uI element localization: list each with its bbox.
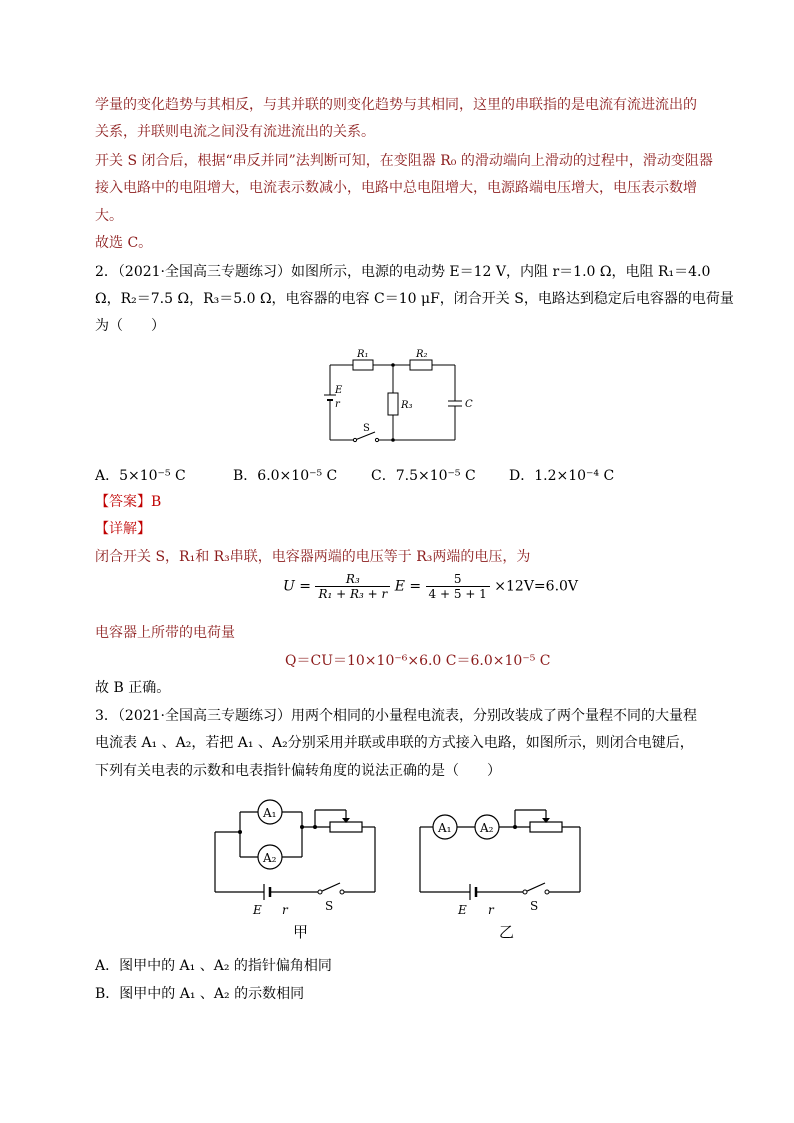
label-a2-right: A₂: [480, 821, 494, 835]
option-c: C．7.5×10⁻⁵ C: [371, 468, 476, 484]
option-a: A．图甲中的 A₁ 、A₂ 的指针偏角相同: [95, 958, 332, 974]
label-c: C: [465, 399, 473, 410]
explanation-line: 故 B 正确。: [95, 680, 171, 696]
fraction-2-den: 4 + 5 + 1: [428, 587, 487, 601]
formula-rhs: ×12V=6.0V: [494, 578, 579, 595]
text-line: 开关 S 闭合后，根据“串反并同”法判断可知，在变阻器 R₀ 的滑动端向上滑动的过程中，滑动变阻器: [95, 153, 713, 169]
text-line: 故选 C。: [95, 235, 153, 251]
label-r: r: [335, 399, 340, 410]
label-a1-right: A₁: [438, 821, 452, 835]
option-b: B．6.0×10⁻⁵ C: [233, 468, 338, 484]
explanation-line: 电容器上所带的电荷量: [95, 625, 235, 641]
label-r3: R₃: [401, 400, 413, 411]
formula-lhs: U =: [283, 578, 311, 595]
label-r1: R₁: [357, 349, 369, 360]
question-2-line: 为（ ）: [95, 318, 165, 334]
resistor-r1: [353, 360, 373, 370]
label-e-left: E: [253, 903, 262, 917]
formula-mid: E =: [394, 578, 422, 595]
detail-label: 【详解】: [95, 521, 151, 537]
resistor-r2: [410, 360, 432, 370]
text-line: 学量的变化趋势与其相反，与其并联的则变化趋势与其相同，这里的串联指的是电流有流进流出的: [95, 97, 697, 113]
explanation-line: 闭合开关 S，R₁和 R₃串联，电容器两端的电压等于 R₃两端的电压，为: [95, 549, 531, 565]
text-line: 大。: [95, 208, 123, 224]
label-r-right: r: [488, 903, 494, 917]
text-line: 关系，并联则电流之间没有流进流出的关系。: [95, 124, 375, 140]
text-line: 接入电路中的电阻增大，电流表示数减小，电路中总电阻增大，电源路端电压增大，电压表示数增: [95, 180, 697, 196]
label-s-right: S: [530, 899, 539, 913]
fraction-1-den: R₁ + R₃ + r: [318, 587, 388, 601]
question-3-line: 电流表 A₁ 、A₂，若把 A₁ 、A₂分别采用并联或串联的方式接入电路，如图所示，则闭合电键后，: [95, 735, 694, 751]
resistor-r3: [388, 393, 398, 415]
label-e: E: [335, 385, 343, 396]
label-a1-left: A₁: [263, 806, 277, 820]
question-3-line: 3．（2021·全国高三专题练习）用两个相同的小量程电流表，分别改装成了两个量程不同的大量程: [95, 708, 697, 724]
label-r2: R₂: [416, 349, 428, 360]
fraction-2: [426, 572, 490, 601]
question-2-line: 2．（2021·全国高三专题练习）如图所示，电源的电动势 E＝12 V，内阻 r＝1.0 Ω，电阻 R₁＝4.0: [95, 264, 711, 280]
formula-q: Q＝CU＝10×10⁻⁶×6.0 C＝6.0×10⁻⁵ C: [285, 653, 551, 669]
label-r-left: r: [282, 903, 288, 917]
circuit-diagram-q3: [205, 792, 595, 942]
label-e-right: E: [458, 903, 467, 917]
label-s-left: S: [325, 899, 334, 913]
fraction-1: [315, 572, 390, 601]
option-b: B．图甲中的 A₁ 、A₂ 的示数相同: [95, 986, 305, 1002]
fraction-2-num: 5: [426, 572, 490, 587]
caption-left: 甲: [293, 923, 309, 941]
label-a2-left: A₂: [263, 851, 277, 865]
option-a: A．5×10⁻⁵ C: [95, 468, 186, 484]
fraction-1-num: R₃: [315, 572, 390, 587]
answer-label: 【答案】B: [95, 494, 162, 510]
formula-u: [283, 572, 578, 601]
label-s: S: [363, 423, 370, 434]
circuit-diagram-q2: [315, 345, 475, 445]
caption-right: 乙: [499, 923, 515, 941]
option-d: D．1.2×10⁻⁴ C: [509, 468, 615, 484]
question-3-line: 下列有关电表的示数和电表指针偏转角度的说法正确的是（ ）: [95, 763, 501, 779]
question-2-line: Ω，R₂＝7.5 Ω，R₃＝5.0 Ω，电容器的电容 C＝10 μF，闭合开关 S，电路达到稳定后电容器的电荷量: [95, 291, 734, 307]
